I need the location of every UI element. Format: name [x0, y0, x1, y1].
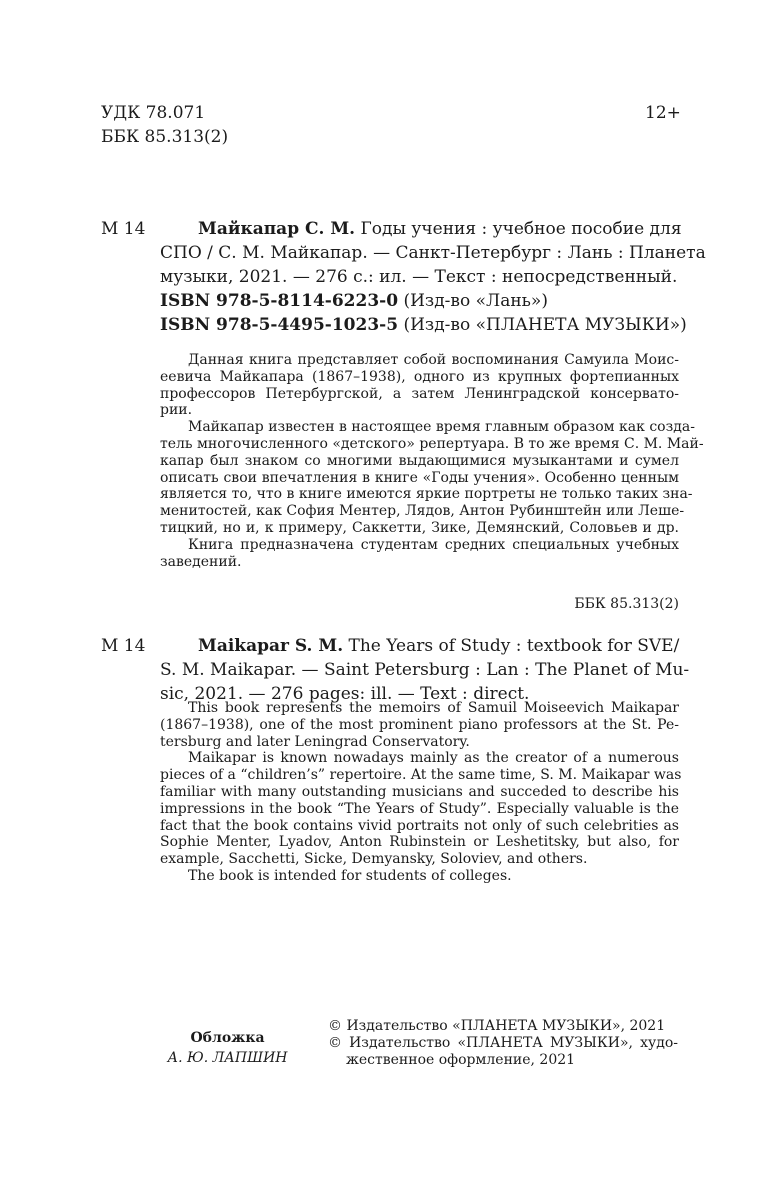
ru-record-code: М 14	[101, 219, 146, 239]
bbk-code: ББК 85.313(2)	[101, 127, 229, 147]
en-record-line-2: S. M. Maikapar. — Saint Petersburg : Lan : The Planet of Mu-	[160, 660, 690, 680]
cover-label: Обложка	[190, 1030, 265, 1046]
en-author: Maikapar S. M.	[198, 636, 344, 656]
en-abstract-line: impressions in the book “The Years of Study”. Especially valuable is the	[160, 800, 679, 817]
ru-title: Годы учения : учебное пособие для	[355, 219, 682, 239]
isbn-planeta-publisher: (Изд-во «ПЛАНЕТА МУЗЫКИ»)	[398, 315, 687, 335]
ru-record-line-3: музыки, 2021. — 276 с.: ил. — Текст : непосредственный.	[160, 267, 678, 287]
isbn-planeta-number: ISBN 978-5-4495-1023-5	[160, 315, 399, 335]
ru-record-line-1	[160, 217, 682, 241]
en-abstract-line: example, Sacchetti, Sicke, Demyansky, Soloviev, and others.	[160, 851, 588, 868]
ru-abstract-line: еевича Майкапара (1867–1938), одного из крупных фортепианных	[160, 368, 679, 385]
ru-record-line-2: СПО / С. М. Майкапар. — Санкт-Петербург : Лань : Планета	[160, 243, 706, 263]
ru-record	[160, 217, 706, 289]
ru-abstract-line: менитостей, как София Ментер, Лядов, Антон Рубинштейн или Леше-	[160, 503, 685, 520]
ru-abstract-line: описать свои впечатления в книге «Годы учения». Особенно ценным	[160, 469, 679, 486]
ru-isbn-block	[160, 289, 687, 337]
cover-credit	[160, 1030, 295, 1067]
en-record-code: М 14	[101, 636, 146, 656]
isbn-lan	[160, 289, 687, 313]
en-abstract-line: Maikapar is known nowadays mainly as the creator of a numerous	[188, 750, 679, 767]
en-record-line-1	[160, 634, 679, 658]
en-abstract	[160, 700, 682, 885]
en-abstract-line: fact that the book contains vivid portraits not only of such celebrities as	[160, 817, 679, 834]
bbk-right: ББК 85.313(2)	[574, 596, 679, 612]
ru-abstract-line: тицкий, но и, к примеру, Саккетти, Зике, Демянский, Соловьев и др.	[160, 519, 679, 536]
en-abstract-line: tersburg and later Leningrad Conservatory.	[160, 733, 470, 750]
ru-abstract-line: профессоров Петербургской, а затем Ленинградской консервато-	[160, 385, 679, 402]
en-abstract-line: Sophie Menter, Lyadov, Anton Rubinstein or Leshetitsky, but also, for	[160, 834, 679, 851]
ru-abstract-line: рии.	[160, 402, 193, 419]
en-abstract-line: familiar with many outstanding musicians and succeded to describe his	[160, 783, 679, 800]
ru-abstract-line: является то, что в книге имеются яркие портреты не только таких зна-	[160, 486, 693, 503]
ru-abstract-line: Майкапар известен в настоящее время главным образом как созда-	[188, 419, 695, 436]
en-abstract-line: The book is intended for students of colleges.	[188, 867, 512, 884]
copyright-design: © Издательство «ПЛАНЕТА МУЗЫКИ», худо-	[328, 1034, 678, 1051]
copyright-design-cont: жественное оформление, 2021	[346, 1051, 576, 1068]
en-abstract-line: This book represents the memoirs of Samuil Moiseevich Maikapar	[188, 700, 679, 716]
ru-author: Майкапар С. М.	[198, 219, 356, 239]
ru-abstract-line: Данная книга представляет собой воспоминания Самуила Моис-	[188, 352, 679, 368]
en-record-line-3: sic, 2021. — 276 pages: ill. — Text : direct.	[160, 684, 530, 704]
isbn-lan-publisher: (Изд-во «Лань»)	[398, 291, 548, 311]
en-title: The Years of Study : textbook for SVE/	[343, 636, 680, 656]
age-rating: 12+	[645, 103, 681, 123]
en-record	[160, 634, 690, 706]
copyright-block	[328, 1018, 678, 1068]
isbn-lan-number: ISBN 978-5-8114-6223-0	[160, 291, 399, 311]
ru-abstract-line: заведений.	[160, 553, 242, 570]
ru-abstract-line: тель многочисленного «детского» репертуара. В то же время С. М. Май-	[160, 435, 704, 452]
copyright-publisher: © Издательство «ПЛАНЕТА МУЗЫКИ», 2021	[328, 1018, 666, 1034]
ru-abstract-line: капар был знаком со многими выдающимися музыкантами и сумел	[160, 452, 679, 469]
en-abstract-line: pieces of a “children’s” repertoire. At the same time, S. M. Maikapar was	[160, 767, 682, 784]
ru-abstract	[160, 352, 704, 570]
isbn-planeta	[160, 313, 687, 337]
udk-code: УДК 78.071	[101, 103, 206, 123]
ru-abstract-line: Книга предназначена студентам средних специальных учебных	[188, 536, 679, 553]
en-abstract-line: (1867–1938), one of the most prominent piano professors at the St. Pe-	[160, 716, 679, 733]
cover-artist: А. Ю. ЛАПШИН	[167, 1049, 288, 1066]
